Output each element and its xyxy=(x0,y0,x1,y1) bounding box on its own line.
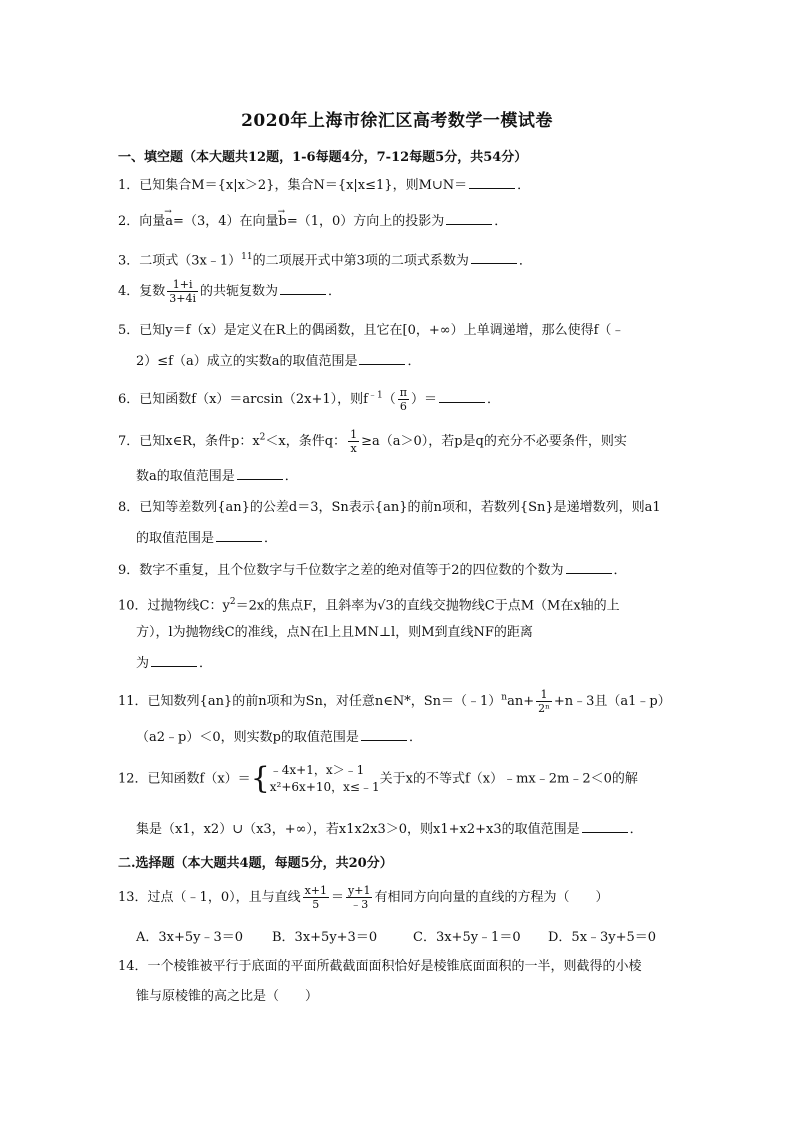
section-heading-fill-in: 一、填空题（本大题共12题，1-6每题4分，7-12每题5分，共54分） xyxy=(118,150,528,165)
question-14-line-1: 14．一个棱锥被平行于底面的平面所截截面面积恰好是棱锥底面面积的一半，则截得的小棱 xyxy=(118,959,642,974)
answer-blank xyxy=(237,467,283,480)
question-1: 1．已知集合M＝{x|x＞2}，集合N＝{x|x≤1}，则M∪N＝ ． xyxy=(118,178,531,193)
fraction: $\frac{1+i}{3+4i}$ xyxy=(169,278,197,305)
answer-blank xyxy=(216,529,262,542)
fraction: $\frac{y+1}{﹣3}$ xyxy=(348,884,371,911)
question-11-line-1: 11．已知数列{an}的前n项和为Sn，对任意n∈N*，Sn＝（﹣1）$^n$an+ $\frac{1}{\text{2ⁿ}}$ +n﹣3且（a1﹣p） xyxy=(118,688,671,715)
question-7-line-1: 7．已知x∈R，条件p：$x^2<x$，条件q： $\frac{1}{x}$ ≥a（a＞0），若p是q的充分不必要条件，则实 xyxy=(118,428,627,455)
answer-blank xyxy=(439,390,485,403)
question-3: 3．二项式（3x﹣1）$^{11}$的二项展开式中第3项的二项式系数为 ． xyxy=(118,252,532,269)
question-9: 9．数字不重复，且个位数字与千位数字之差的绝对值等于2的四位数的个数为 ． xyxy=(118,563,627,578)
question-11-line-2: （a2﹣p）＜0，则实数p的取值范围是 ． xyxy=(136,730,422,745)
question-7-line-2: 数a的取值范围是 ． xyxy=(136,469,298,484)
answer-blank xyxy=(361,728,407,741)
option-d: D．5x﹣3y+5＝0 xyxy=(548,930,657,945)
vector-b: → b xyxy=(278,213,286,231)
answer-blank xyxy=(469,176,515,189)
piecewise-brace: { xyxy=(250,761,270,796)
question-13: 13．过点（﹣1，0），且与直线 $\frac{x+1}{5}$ ＝ $\frac{y+1}{﹣3}$ 有相同方向向量的直线的方程为（ ） xyxy=(118,884,609,911)
option-b: B．3x+5y+3＝0 xyxy=(272,930,378,945)
answer-blank xyxy=(582,820,628,833)
page-title: 2020年上海市徐汇区高考数学一模试卷 xyxy=(241,111,553,131)
answer-blank xyxy=(359,352,405,365)
vector-a: → a xyxy=(165,213,173,231)
question-12-line-2: 集是（x1，x2）∪（x3，+∞），若x1x2x3＞0，则x1+x2+x3的取值范围是 ． xyxy=(136,822,643,837)
question-8-line-2: 的取值范围是 ． xyxy=(136,531,278,546)
question-6: 6．已知函数f（x）＝arcsin（2x+1），则$f^{﹣1}$（ $\frac{\pi}{6}$ ）＝ ． xyxy=(118,386,500,413)
answer-blank xyxy=(280,282,326,295)
question-5-line-1: 5．已知y＝f（x）是定义在R上的偶函数，且它在[0，+∞）上单调递增，那么使得f（﹣ xyxy=(118,323,625,338)
question-14-line-2: 锥与原棱锥的高之比是（ ） xyxy=(136,989,319,1004)
answer-blank xyxy=(566,561,612,574)
section-heading-multiple-choice: 二.选择题（本大题共4题，每题5分，共20分） xyxy=(118,856,393,871)
answer-blank xyxy=(151,654,197,667)
fraction: $\frac{1}{\text{2ⁿ}}$ xyxy=(538,688,550,715)
question-5-line-2: 2）≤f（a）成立的实数a的取值范围是 ． xyxy=(136,354,421,369)
option-c: C．3x+5y﹣1＝0 xyxy=(413,930,521,945)
piecewise-cases: ﹣4x+1，x＞﹣1 x²+6x+10，x≤﹣1 xyxy=(269,763,380,794)
answer-blank xyxy=(446,212,492,225)
question-10-line-3: 为 ． xyxy=(136,656,213,671)
fraction: $\frac{1}{x}$ xyxy=(350,428,358,455)
option-a: A．3x+5y﹣3＝0 xyxy=(136,930,244,945)
question-2: 2．向量→ a=（3，4）在向量→ b=（1，0）方向上的投影为 ． xyxy=(118,212,678,231)
question-4: 4．复数 $\frac{1+i}{3+4i}$ 的共轭复数为 ． xyxy=(118,278,342,305)
answer-blank xyxy=(471,251,517,264)
fraction: $\frac{\pi}{6}$ xyxy=(399,386,407,413)
question-10-line-1: 10．过抛物线C：$y^2=2x$的焦点F，且斜率为√3的直线交抛物线C于点M（M在x轴的上 xyxy=(118,597,620,614)
question-10-line-2: 方），l为抛物线C的准线，点N在l上且MN⊥l，则M到直线NF的距离 xyxy=(136,625,533,640)
fraction: $\frac{x+1}{5}$ xyxy=(304,884,328,911)
question-8-line-1: 8．已知等差数列{an}的公差d＝3，Sn表示{an}的前n项和，若数列{Sn}是递增数列，则a1 xyxy=(118,500,661,515)
question-12-line-1: 12．已知函数f（x）＝{ ﹣4x+1，x＞﹣1 x²+6x+10，x≤﹣1 关于x的不等式f（x）﹣mx﹣2m﹣2＜0的解 xyxy=(118,761,638,796)
